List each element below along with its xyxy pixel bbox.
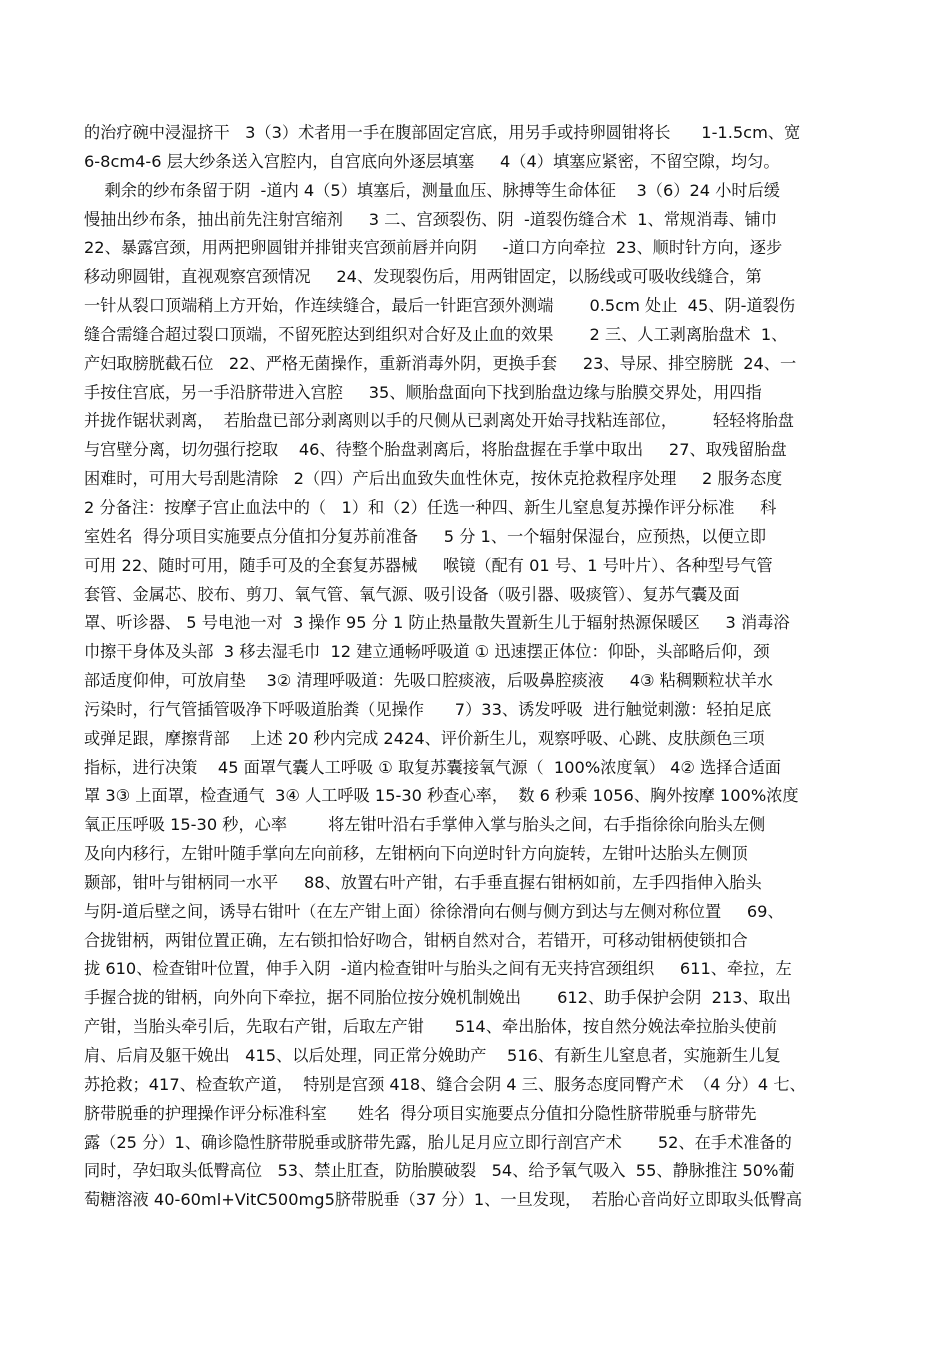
text-line: 拢 610、检查钳叶位置，伸手入阴 -道内检查钳叶与胎头之间有无夹持宫颈组织 611、牵拉，左 <box>84 959 792 979</box>
text-line: 或弹足跟，摩擦背部 上述 20 秒内完成 2424、评价新生儿，观察呼吸、心跳、皮肤颜色三项 <box>84 728 765 748</box>
text-line: 缝合需缝合超过裂口顶端，不留死腔达到组织对合好及止血的效果 2 三、人工剥离胎盘术 1、 <box>84 324 788 344</box>
text-line: 一针从裂口顶端稍上方开始，作连续缝合，最后一针距宫颈外测端 0.5cm 处止 45、阴-道裂伤 <box>84 296 796 316</box>
text-line: 产钳，当胎头牵引后，先取右产钳，后取左产钳 514、牵出胎体，按自然分娩法牵拉胎头使前 <box>84 1017 778 1037</box>
text-line: 并拢作锯状剥离， 若胎盘已部分剥离则以手的尺侧从已剥离处开始寻找粘连部位， 轻轻将胎盘 <box>84 411 794 431</box>
text-line: 指标，进行决策 45 面罩气囊人工呼吸 ① 取复苏囊接氧气源（ 100%浓度氧） 4② 选择合适面 <box>84 757 781 777</box>
text-line: 手握合拢的钳柄，向外向下牵拉，据不同胎位按分娩机制娩出 612、助手保护会阴 213、取出 <box>84 988 792 1008</box>
text-line: 的治疗碗中浸湿挤干 3（3）术者用一手在腹部固定宫底，用另手或持卵圆钳将长 1-1.5cm、宽 <box>84 123 801 142</box>
text-line: 及向内移行，左钳叶随手掌向左向前移，左钳柄向下向逆时针方向旋转，左钳叶达胎头左侧顶 <box>84 844 748 864</box>
text-line: 污染时，行气管插管吸净下呼吸道胎粪（见操作 7）33、诱发呼吸 进行触觉刺激：轻拍足底 <box>84 699 772 719</box>
text-line: 与宫壁分离，切勿强行挖取 46、待整个胎盘剥离后，将胎盘握在手掌中取出 27、取残留胎盘 <box>84 440 787 460</box>
text-line: 移动卵圆钳，直视观察宫颈情况 24、发现裂伤后，用两钳固定，以肠线或可吸收线缝合，第 <box>84 267 762 287</box>
text-line: 合拢钳柄，两钳位置正确，左右锁扣恰好吻合，钳柄自然对合，若错开，可移动钳柄使锁扣合 <box>84 930 748 950</box>
text-line: 手按住宫底，另一手沿脐带进入宫腔 35、顺胎盘面向下找到胎盘边缘与胎膜交界处，用四指 <box>84 382 762 402</box>
text-line: 2 分备注：按摩子宫止血法中的（ 1）和（2）任选一种四、新生儿窒息复苏操作评分标准 科 <box>84 497 777 517</box>
text-line: 苏抢救；417、检查软产道， 特别是宫颈 418、缝合会阴 4 三、服务态度同臀产术 （4 分）4 七、 <box>84 1074 806 1094</box>
text-line: 可用 22、随时可用，随手可及的全套复苏器械 喉镜（配有 01 号、1 号叶片）、各种型号气管 <box>84 555 773 575</box>
body-text <box>84 119 874 1215</box>
text-line: 罩 3③ 上面罩，检查通气 3④ 人工呼吸 15-30 秒查心率， 数 6 秒乘 1056、胸外按摩 100%浓度 <box>84 786 799 806</box>
text-line: 氧正压呼吸 15-30 秒，心率 将左钳叶沿右手掌伸入掌与胎头之间，右手指徐徐向胎头左侧 <box>84 815 766 835</box>
text-line: 室姓名 得分项目实施要点分值扣分复苏前准备 5 分 1、一个辐射保湿台，应预热，以便立即 <box>84 526 767 546</box>
text-line: 困难时，可用大号刮匙清除 2（四）产后出血致失血性休克，按休克抢救程序处理 2 服务态度 <box>84 469 783 489</box>
text-line: 套管、金属芯、胶布、剪刀、氧气管、氧气源、吸引设备（吸引器、吸痰管）、复苏气囊及面 <box>84 584 740 604</box>
text-line: 剩余的纱布条留于阴 -道内 4（5）填塞后，测量血压、脉搏等生命体征 3（6）24 小时后缓 <box>84 180 780 200</box>
text-line: 颞部，钳叶与钳柄同一水平 88、放置右叶产钳，右手垂直握右钳柄如前，左手四指伸入胎头 <box>84 872 762 892</box>
text-line: 与阴-道后壁之间，诱导右钳叶（在左产钳上面）徐徐滑向右侧与侧方到达与左侧对称位置 69、 <box>84 901 784 921</box>
text-line: 巾擦干身体及头部 3 移去湿毛巾 12 建立通畅呼吸道 ① 迅速摆正体位：仰卧，头部略后仰，颈 <box>84 642 770 662</box>
text-line: 6-8cm4-6 层大纱条送入宫腔内，自宫底向外逐层填塞 4（4）填塞应紧密，不留空隙，均匀。 <box>84 151 780 171</box>
text-line: 慢抽出纱布条，抽出前先注射宫缩剂 3 二、宫颈裂伤、阴 -道裂伤缝合术 1、常规消毒、铺巾 <box>84 209 778 229</box>
text-line: 萄糖溶液 40-60ml+VitC500mg5脐带脱垂（37 分）1、一旦发现， 若胎心音尚好立即取头低臀高 <box>84 1190 803 1210</box>
text-line: 罩、听诊器、 5 号电池一对 3 操作 95 分 1 防止热量散失置新生儿于辐射热源保暖区 3 消毒浴 <box>84 613 790 633</box>
text-line: 产妇取膀胱截石位 22、严格无菌操作，重新消毒外阴，更换手套 23、导尿、排空膀胱 24、一 <box>84 353 797 373</box>
text-line: 22、暴露宫颈，用两把卵圆钳并排钳夹宫颈前唇并向阴 -道口方向牵拉 23、顺时针方向，逐步 <box>84 238 783 258</box>
text-line: 同时，孕妇取头低臀高位 53、禁止肛查，防胎膜破裂 54、给予氧气吸入 55、静脉推注 50%葡 <box>84 1161 795 1181</box>
text-line: 露（25 分）1、确诊隐性脐带脱垂或脐带先露，胎儿足月应立即行剖宫产术 52、在手术准备的 <box>84 1132 792 1152</box>
text-line: 脐带脱垂的护理操作评分标准科室 姓名 得分项目实施要点分值扣分隐性脐带脱垂与脐带先 <box>84 1103 757 1123</box>
text-line: 部适度仰伸，可放肩垫 3② 清理呼吸道：先吸口腔痰液，后吸鼻腔痰液 4③ 粘稠颗粒状羊水 <box>84 671 773 691</box>
text-line: 肩、后肩及躯干娩出 415、以后处理，同正常分娩助产 516、有新生儿窒息者，实施新生儿复 <box>84 1046 781 1065</box>
